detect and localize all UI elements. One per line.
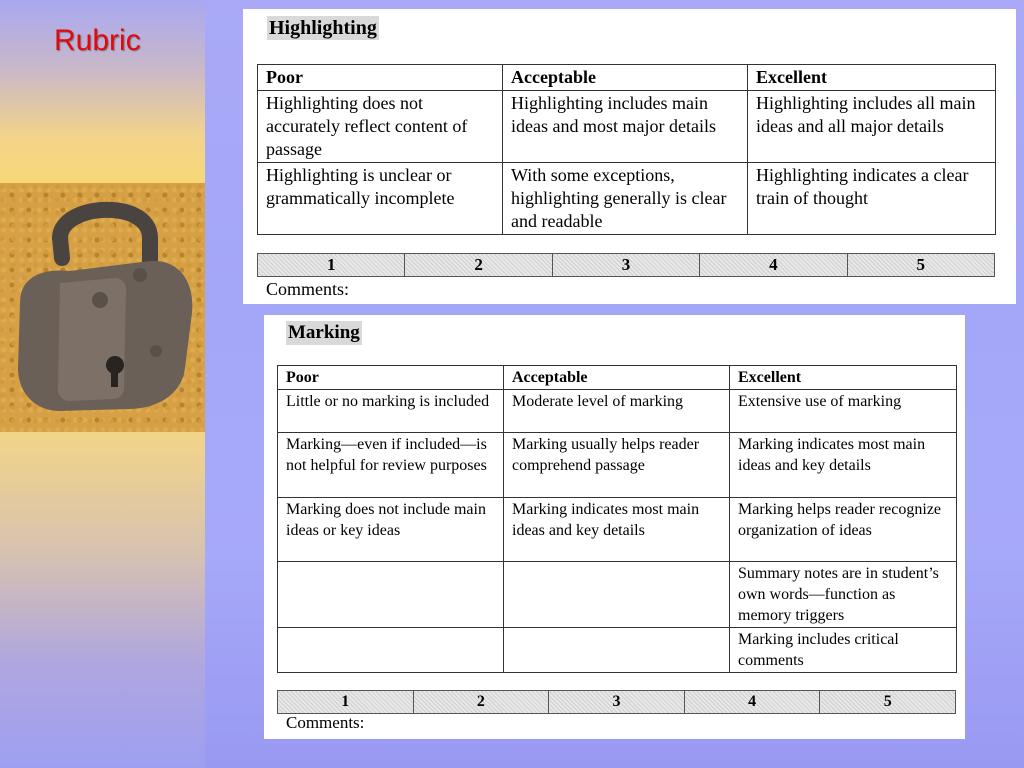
score-3: 3 (552, 254, 699, 277)
header-acceptable: Acceptable (503, 65, 748, 91)
marking-heading: Marking (288, 322, 360, 343)
table-cell: Extensive use of marking (730, 390, 957, 433)
score-4: 4 (700, 254, 847, 277)
highlighting-table (257, 64, 996, 235)
table-cell (504, 562, 730, 628)
score-1: 1 (258, 254, 405, 277)
comments-label: Comments: (266, 279, 350, 299)
table-cell (504, 628, 730, 673)
table-row (278, 628, 957, 673)
table-row (258, 91, 996, 163)
table-cell: Highlighting is unclear or grammatically incomplete (258, 163, 503, 235)
marking-table (277, 365, 957, 673)
table-cell: Marking indicates most main ideas and key details (504, 498, 730, 562)
table-header-row (258, 65, 996, 91)
marking-rubric-panel (264, 315, 965, 739)
table-cell: With some exceptions, highlighting generally is clear and readable (503, 163, 748, 235)
table-cell (278, 562, 504, 628)
highlighting-heading: Highlighting (269, 17, 377, 39)
table-cell: Moderate level of marking (504, 390, 730, 433)
table-cell: Marking—even if included—is not helpful for review purposes (278, 433, 504, 498)
score-3: 3 (549, 691, 685, 714)
table-row (278, 498, 957, 562)
table-row (278, 562, 957, 628)
score-5: 5 (820, 691, 956, 714)
table-cell (278, 628, 504, 673)
header-poor: Poor (258, 65, 503, 91)
table-row (278, 433, 957, 498)
score-5: 5 (847, 254, 994, 277)
score-2: 2 (405, 254, 552, 277)
table-cell: Highlighting includes main ideas and most major details (503, 91, 748, 163)
padlock-icon (0, 183, 205, 432)
table-cell: Highlighting includes all main ideas and all major details (748, 91, 996, 163)
table-cell: Marking does not include main ideas or key ideas (278, 498, 504, 562)
table-cell: Highlighting indicates a clear train of thought (748, 163, 996, 235)
header-poor: Poor (278, 366, 504, 390)
highlighting-rubric-panel (243, 9, 1016, 304)
marking-score-scale (277, 690, 956, 714)
table-cell: Marking helps reader recognize organization of ideas (730, 498, 957, 562)
table-cell: Summary notes are in student’s own words—function as memory triggers (730, 562, 957, 628)
table-cell: Little or no marking is included (278, 390, 504, 433)
table-cell: Marking usually helps reader comprehend passage (504, 433, 730, 498)
table-cell: Highlighting does not accurately reflect content of passage (258, 91, 503, 163)
header-excellent: Excellent (748, 65, 996, 91)
score-4: 4 (684, 691, 820, 714)
header-excellent: Excellent (730, 366, 957, 390)
table-row (278, 390, 957, 433)
highlighting-score-scale (257, 253, 995, 277)
table-row (258, 163, 996, 235)
slide-title: Rubric (54, 24, 141, 57)
header-acceptable: Acceptable (504, 366, 730, 390)
table-cell: Marking includes critical comments (730, 628, 957, 673)
table-cell: Marking indicates most main ideas and key details (730, 433, 957, 498)
score-1: 1 (278, 691, 414, 714)
table-header-row (278, 366, 957, 390)
comments-label: Comments: (286, 713, 365, 732)
padlock-image (0, 183, 205, 432)
score-2: 2 (413, 691, 549, 714)
